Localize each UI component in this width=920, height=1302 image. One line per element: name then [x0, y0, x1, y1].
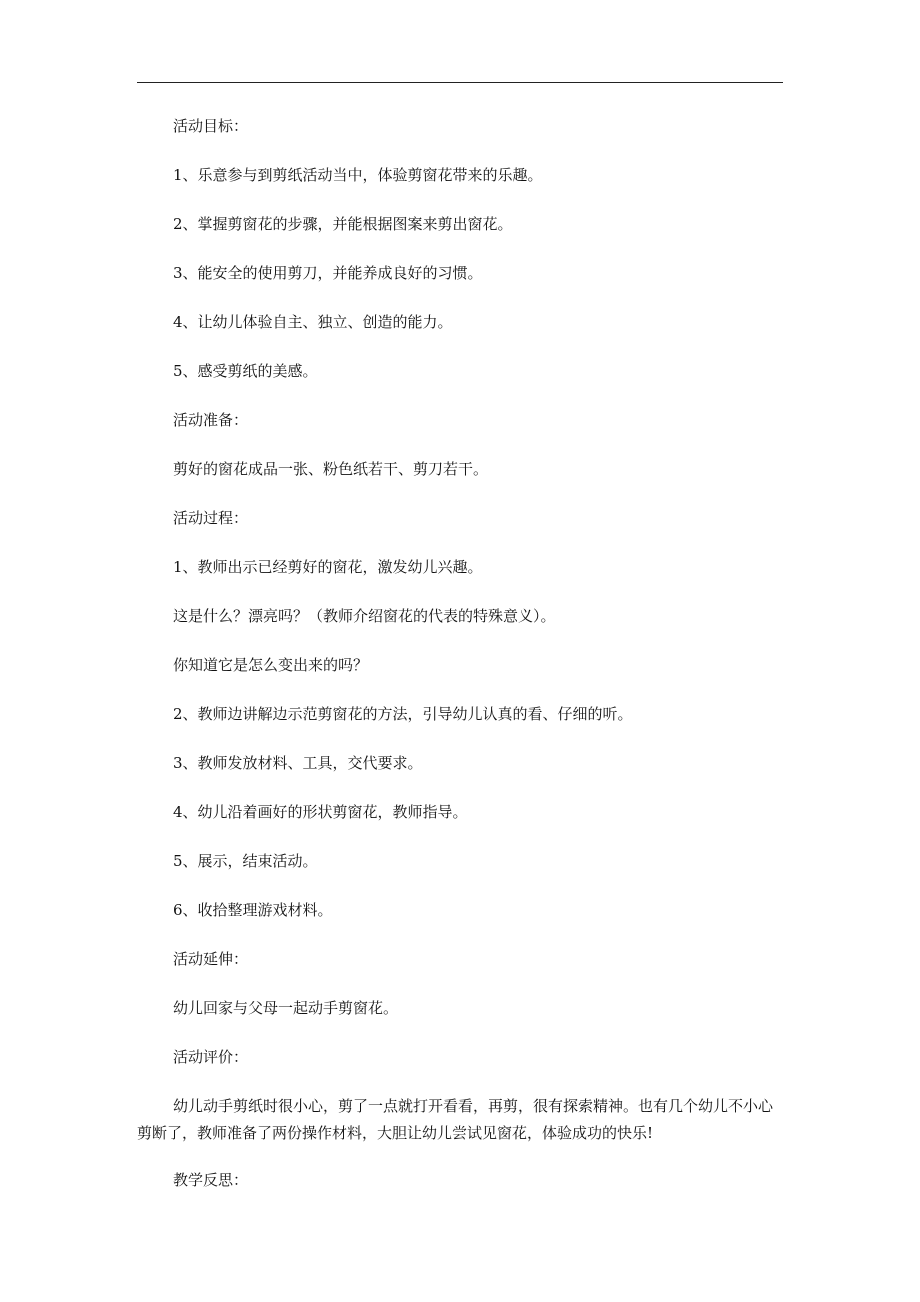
process-step: 5、展示，结束活动。	[173, 852, 318, 870]
process-step: 2、教师边讲解边示范剪窗花的方法，引导幼儿认真的看、仔细的听。	[173, 705, 633, 723]
goal-item: 1、乐意参与到剪纸活动当中，体验剪窗花带来的乐趣。	[173, 166, 543, 184]
goal-item: 5、感受剪纸的美感。	[173, 362, 318, 380]
preparation-text: 剪好的窗花成品一张、粉色纸若干、剪刀若干。	[173, 460, 489, 478]
heading-activity-goals: 活动目标：	[173, 117, 249, 135]
extension-text: 幼儿回家与父母一起动手剪窗花。	[173, 999, 399, 1017]
process-step: 6、收拾整理游戏材料。	[173, 901, 333, 919]
goal-item: 3、能安全的使用剪刀，并能养成良好的习惯。	[173, 264, 483, 282]
header-rule	[137, 82, 783, 83]
goal-item: 2、掌握剪窗花的步骤，并能根据图案来剪出窗花。	[173, 215, 513, 233]
process-step: 1、教师出示已经剪好的窗花，激发幼儿兴趣。	[173, 558, 483, 576]
heading-teaching-reflection: 教学反思：	[173, 1171, 249, 1189]
heading-activity-evaluation: 活动评价：	[173, 1048, 249, 1066]
goal-item: 4、让幼儿体验自主、独立、创造的能力。	[173, 313, 453, 331]
document-body	[137, 113, 787, 1193]
process-step: 4、幼儿沿着画好的形状剪窗花，教师指导。	[173, 803, 468, 821]
process-step: 3、教师发放材料、工具，交代要求。	[173, 754, 423, 772]
heading-activity-process: 活动过程：	[173, 509, 249, 527]
process-note: 你知道它是怎么变出来的吗？	[173, 656, 369, 674]
heading-activity-extension: 活动延伸：	[173, 950, 249, 968]
evaluation-paragraph: 幼儿动手剪纸时很小心，剪了一点就打开看看，再剪，很有探索精神。也有几个幼儿不小心剪断了，教师准备了两份操作材料，大胆让幼儿尝试见窗花，体验成功的快乐!	[137, 1097, 774, 1142]
process-note: 这是什么？漂亮吗？（教师介绍窗花的代表的特殊意义）。	[173, 607, 556, 625]
heading-activity-preparation: 活动准备：	[173, 411, 249, 429]
